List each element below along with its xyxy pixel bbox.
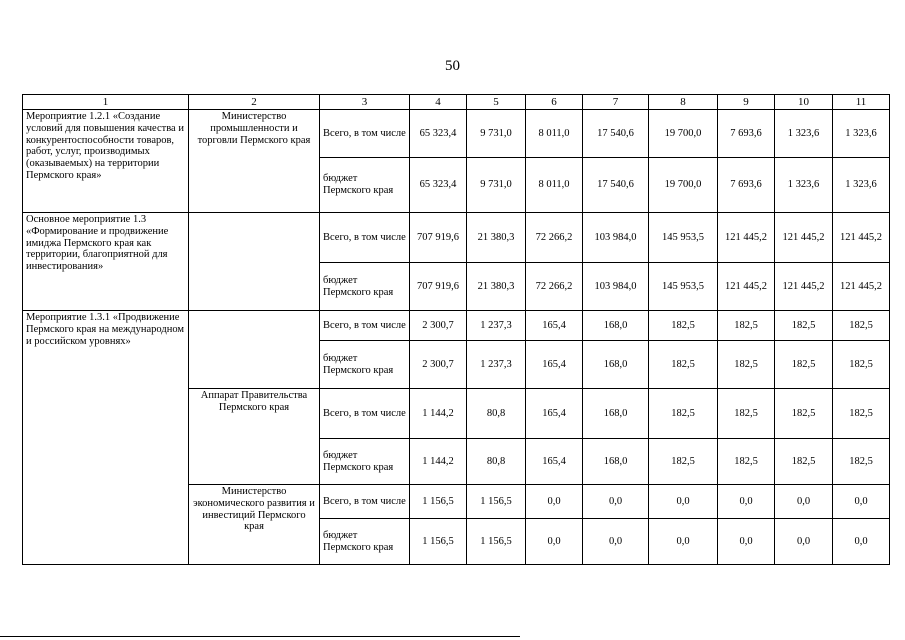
- column-header-1: 1: [23, 95, 189, 110]
- header-row: [23, 95, 890, 110]
- amount-cell-col-6: 165,4: [526, 389, 583, 439]
- page-number: 50: [445, 58, 460, 74]
- funding-source-cell: бюджет Пермского края: [320, 439, 410, 485]
- amount-cell-col-11: 121 445,2: [833, 213, 890, 263]
- funding-source-cell: бюджет Пермского края: [320, 158, 410, 213]
- executor-cell: [189, 311, 320, 389]
- column-header-7: 7: [583, 95, 649, 110]
- amount-cell-col-9: 7 693,6: [718, 158, 775, 213]
- activity-name-cell: Мероприятие 1.3.1 «Продвижение Пермского края на международном и российском уровнях»: [23, 311, 189, 565]
- amount-cell-col-7: 17 540,6: [583, 110, 649, 158]
- amount-cell-col-8: 0,0: [649, 485, 718, 519]
- amount-cell-col-8: 182,5: [649, 389, 718, 439]
- amount-cell-col-8: 145 953,5: [649, 213, 718, 263]
- amount-cell-col-5: 9 731,0: [467, 158, 526, 213]
- amount-cell-col-10: 1 323,6: [775, 158, 833, 213]
- amount-cell-col-7: 17 540,6: [583, 158, 649, 213]
- amount-cell-col-9: 182,5: [718, 439, 775, 485]
- amount-cell-col-8: 182,5: [649, 439, 718, 485]
- amount-cell-col-8: 145 953,5: [649, 263, 718, 311]
- amount-cell-col-6: 0,0: [526, 519, 583, 565]
- amount-cell-col-10: 182,5: [775, 341, 833, 389]
- amount-cell-col-11: 1 323,6: [833, 110, 890, 158]
- bottom-rule: [0, 636, 520, 637]
- amount-cell-col-4: 707 919,6: [410, 263, 467, 311]
- amount-cell-col-11: 0,0: [833, 519, 890, 565]
- amount-cell-col-4: 707 919,6: [410, 213, 467, 263]
- amount-cell-col-9: 0,0: [718, 485, 775, 519]
- amount-cell-col-9: 7 693,6: [718, 110, 775, 158]
- amount-cell-col-4: 2 300,7: [410, 341, 467, 389]
- funding-source-cell: бюджет Пермского края: [320, 341, 410, 389]
- amount-cell-col-4: 1 144,2: [410, 439, 467, 485]
- column-header-3: 3: [320, 95, 410, 110]
- amount-cell-col-10: 0,0: [775, 519, 833, 565]
- amount-cell-col-10: 182,5: [775, 311, 833, 341]
- funding-source-cell: Всего, в том числе: [320, 110, 410, 158]
- amount-cell-col-7: 103 984,0: [583, 263, 649, 311]
- amount-cell-col-6: 8 011,0: [526, 158, 583, 213]
- executor-cell: Министерство экономического развития и инвестиций Пермского края: [189, 485, 320, 565]
- amount-cell-col-6: 72 266,2: [526, 213, 583, 263]
- amount-cell-col-6: 8 011,0: [526, 110, 583, 158]
- amount-cell-col-6: 0,0: [526, 485, 583, 519]
- amount-cell-col-9: 121 445,2: [718, 263, 775, 311]
- amount-cell-col-7: 168,0: [583, 311, 649, 341]
- amount-cell-col-5: 1 237,3: [467, 341, 526, 389]
- table-body: [23, 95, 890, 565]
- amount-cell-col-4: 1 156,5: [410, 519, 467, 565]
- amount-cell-col-5: 21 380,3: [467, 213, 526, 263]
- funding-source-cell: Всего, в том числе: [320, 213, 410, 263]
- amount-cell-col-11: 0,0: [833, 485, 890, 519]
- amount-cell-col-8: 19 700,0: [649, 158, 718, 213]
- amount-cell-col-5: 1 156,5: [467, 519, 526, 565]
- column-header-6: 6: [526, 95, 583, 110]
- amount-cell-col-11: 182,5: [833, 341, 890, 389]
- amount-cell-col-7: 168,0: [583, 439, 649, 485]
- amount-cell-col-10: 182,5: [775, 389, 833, 439]
- amount-cell-col-8: 182,5: [649, 311, 718, 341]
- amount-cell-col-9: 182,5: [718, 311, 775, 341]
- table-row: [23, 110, 890, 158]
- amount-cell-col-6: 165,4: [526, 439, 583, 485]
- amount-cell-col-7: 0,0: [583, 485, 649, 519]
- executor-cell: Министерство промышленности и торговли Пермского края: [189, 110, 320, 213]
- amount-cell-col-11: 182,5: [833, 389, 890, 439]
- amount-cell-col-4: 65 323,4: [410, 110, 467, 158]
- amount-cell-col-7: 168,0: [583, 341, 649, 389]
- column-header-8: 8: [649, 95, 718, 110]
- funding-source-cell: Всего, в том числе: [320, 485, 410, 519]
- funding-source-cell: бюджет Пермского края: [320, 519, 410, 565]
- amount-cell-col-6: 165,4: [526, 311, 583, 341]
- table-row: [23, 213, 890, 263]
- amount-cell-col-9: 182,5: [718, 341, 775, 389]
- amount-cell-col-5: 9 731,0: [467, 110, 526, 158]
- column-header-4: 4: [410, 95, 467, 110]
- amount-cell-col-9: 182,5: [718, 389, 775, 439]
- activity-name-cell: Мероприятие 1.2.1 «Создание условий для повышения качества и конкурентоспособности товаров, работ, услуг, производимых (оказываемых) на территории Пермского края»: [23, 110, 189, 213]
- amount-cell-col-11: 1 323,6: [833, 158, 890, 213]
- amount-cell-col-11: 121 445,2: [833, 263, 890, 311]
- amount-cell-col-10: 0,0: [775, 485, 833, 519]
- amount-cell-col-10: 182,5: [775, 439, 833, 485]
- amount-cell-col-9: 0,0: [718, 519, 775, 565]
- amount-cell-col-7: 0,0: [583, 519, 649, 565]
- column-header-9: 9: [718, 95, 775, 110]
- funding-source-cell: Всего, в том числе: [320, 311, 410, 341]
- column-header-10: 10: [775, 95, 833, 110]
- amount-cell-col-7: 168,0: [583, 389, 649, 439]
- amount-cell-col-5: 21 380,3: [467, 263, 526, 311]
- amount-cell-col-7: 103 984,0: [583, 213, 649, 263]
- amount-cell-col-10: 121 445,2: [775, 263, 833, 311]
- amount-cell-col-5: 80,8: [467, 439, 526, 485]
- table-row: [23, 311, 890, 341]
- amount-cell-col-11: 182,5: [833, 439, 890, 485]
- column-header-5: 5: [467, 95, 526, 110]
- amount-cell-col-8: 182,5: [649, 341, 718, 389]
- amount-cell-col-5: 80,8: [467, 389, 526, 439]
- amount-cell-col-8: 19 700,0: [649, 110, 718, 158]
- column-header-11: 11: [833, 95, 890, 110]
- amount-cell-col-11: 182,5: [833, 311, 890, 341]
- amount-cell-col-6: 165,4: [526, 341, 583, 389]
- executor-cell: [189, 213, 320, 311]
- amount-cell-col-4: 1 144,2: [410, 389, 467, 439]
- amount-cell-col-5: 1 156,5: [467, 485, 526, 519]
- activity-name-cell: Основное мероприятие 1.3 «Формирование и продвижение имиджа Пермского края как территории, благоприятной для инвестирования»: [23, 213, 189, 311]
- funding-source-cell: бюджет Пермского края: [320, 263, 410, 311]
- column-header-2: 2: [189, 95, 320, 110]
- amount-cell-col-10: 1 323,6: [775, 110, 833, 158]
- amount-cell-col-4: 2 300,7: [410, 311, 467, 341]
- funding-source-cell: Всего, в том числе: [320, 389, 410, 439]
- amount-cell-col-10: 121 445,2: [775, 213, 833, 263]
- budget-table: [22, 94, 890, 565]
- amount-cell-col-8: 0,0: [649, 519, 718, 565]
- amount-cell-col-4: 65 323,4: [410, 158, 467, 213]
- amount-cell-col-9: 121 445,2: [718, 213, 775, 263]
- amount-cell-col-6: 72 266,2: [526, 263, 583, 311]
- executor-cell: Аппарат Правительства Пермского края: [189, 389, 320, 485]
- amount-cell-col-5: 1 237,3: [467, 311, 526, 341]
- amount-cell-col-4: 1 156,5: [410, 485, 467, 519]
